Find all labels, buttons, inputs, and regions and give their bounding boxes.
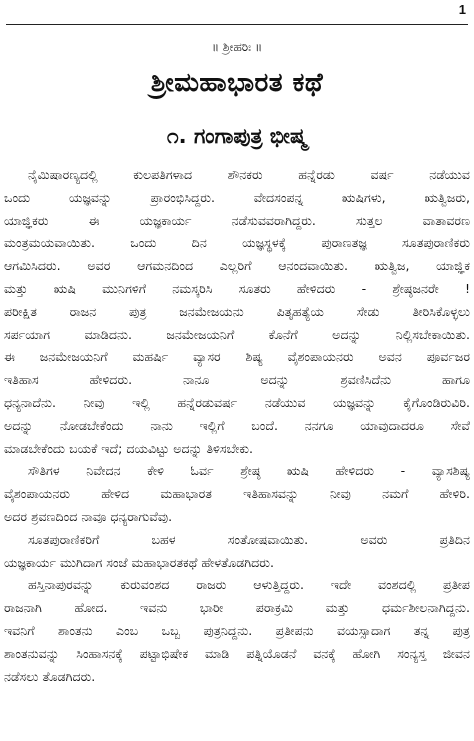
text-line: ಮಾಡಬೇಕೆಂದು ಬಯಕೆ ಇದೆ; ದಯವಿಟ್ಟು ಅದನ್ನು ತಿಳಿಸಬೇಕು.: [4, 440, 253, 456]
text-line: ನೈಮಿಷಾರಣ್ಯದಲ್ಲಿ ಕುಲಪತಿಗಳಾದ ಶೌನಕರು ಹನ್ನೆರಡು ವರ್ಷ ನಡೆಯುವ: [28, 167, 470, 182]
text-line: ಶಾಂತನುವನ್ನು ಸಿಂಹಾಸನಕ್ಕೆ ಪಟ್ಟಾಭಿಷೇಕ ಮಾಡಿ ಪತ್ನಿಯೊಡನೆ ವನಕ್ಕೆ ಹೋಗಿ ಸಂನ್ಯಸ್ತ ಜೀವನ: [4, 645, 470, 661]
text-line: ಹಸ್ತಿನಾಪುರವನ್ನು ಕುರುವಂಶದ ರಾಜರು ಆಳುತ್ತಿದ್ದರು. ಇದೇ ವಂಶದಲ್ಲಿ ಪ್ರತೀಪ: [28, 577, 470, 593]
text-line: ಇತಿಹಾಸ ಹೇಳಿದರು. ನಾನೂ ಅದನ್ನು ಶ್ರವಣಿಸಿದೆನು ಹಾಗೂ: [4, 372, 470, 388]
text-line: ಸೂತಪುರಾಣಿಕರಿಗೆ ಬಹಳ ಸಂತೋಷವಾಯಿತು. ಅವರು ಪ್ರತಿದಿನ: [28, 531, 470, 547]
text-line: ಈ ಜನಮೇಜಯನಿಗೆ ಮಹರ್ಷಿ ವ್ಯಾಸರ ಶಿಷ್ಯ ವೈಶಂಪಾಯನರು ಅವನ ಪೂರ್ವಜರ: [4, 349, 470, 365]
text-line: ಅದರ ಶ್ರವಣದಿಂದ ನಾವೂ ಧನ್ಯರಾಗುವೆವು.: [4, 508, 173, 524]
book-title: ಶ್ರೀಮಹಾಭಾರತ ಕಥೆ: [150, 68, 324, 98]
text-line: ಸರ್ಪಯಾಗ ಮಾಡಿದನು. ಜನಮೇಜಯನಿಗೆ ಕೊನೆಗೆ ಅದನ್ನು ನಿಲ್ಲಿಸಬೇಕಾಯಿತು.: [4, 326, 470, 342]
text-line: ಮತ್ತು ಋಷಿ ಮುನಿಗಳಿಗೆ ನಮಸ್ಕರಿಸಿ ಸೂತರು ಹೇಳಿದರು - ಶ್ರೇಷ್ಠಜನರೇ !: [4, 280, 470, 296]
text-line: ಆಗಮಿಸಿದರು. ಅವರ ಆಗಮನದಿಂದ ಎಲ್ಲರಿಗೆ ಆನಂದವಾಯಿತು. ಋತ್ವಿಜ, ಯಾಜ್ಞಿಕ: [4, 258, 470, 274]
text-line: ಧನ್ಯನಾದೆನು. ನೀವು ಇಲ್ಲಿ ಹನ್ನೆರಡುವರ್ಷ ನಡೆಯುವ ಯಜ್ಞವನ್ನು ಕೈಗೊಂಡಿರುವಿರಿ.: [4, 394, 470, 410]
invocation: ॥ ಶ್ರೀಹರಿಃ ॥: [211, 40, 263, 54]
page-number: 1: [458, 2, 466, 17]
text-line: ಸೌತಿಗಳ ನಿವೇದನ ಕೇಳಿ ಓರ್ವ ಶ್ರೇಷ್ಠ ಋಷಿ ಹೇಳಿದರು - ವ್ಯಾಸಶಿಷ್ಯ: [28, 463, 470, 479]
text-line: ರಾಜನಾಗಿ ಹೋದ. ಇವನು ಭಾರೀ ಪರಾಕ್ರಮಿ ಮತ್ತು ಧರ್ಮಶೀಲನಾಗಿದ್ದನು.: [4, 600, 470, 616]
text-line: ಒಂದು ಯಜ್ಞವನ್ನು ಪ್ರಾರಂಭಿಸಿದ್ದರು. ವೇದಸಂಪನ್ನ ಋಷಿಗಳು, ಋತ್ವಿಜರು,: [4, 189, 470, 205]
text-line: ಯಜ್ಞಕಾರ್ಯ ಮುಗಿದಾಗ ಸಂಜೆ ಮಹಾಭಾರತಕಥೆ ಹೇಳತೊಡಗಿದರು.: [4, 554, 274, 570]
text-line: ಮಂತ್ರಮಯವಾಯಿತು. ಒಂದು ದಿನ ಯಜ್ಞಸ್ಥಳಕ್ಕೆ ಪುರಾಣತಜ್ಞ ಸೂತಪುರಾಣಿಕರು: [4, 235, 470, 251]
text-line: ವೈಶಂಪಾಯನರು ಹೇಳಿದ ಮಹಾಭಾರತ ಇತಿಹಾಸವನ್ನು ನೀವು ನಮಗೆ ಹೇಳಿರಿ.: [4, 486, 470, 502]
header-rule: [6, 24, 468, 25]
text-line: ನಡೆಸಲು ತೊಡಗಿದರು.: [4, 668, 96, 684]
text-line: ಪರೀಕ್ಷಿತ ರಾಜನ ಪುತ್ರ ಜನಮೇಜಯನು ಪಿತೃಹತ್ಯೆಯ ಸೇಡು ತೀರಿಸಿಕೊಳ್ಳಲು: [4, 303, 470, 319]
text-line: ಯಾಜ್ಞಿಕರು ಈ ಯಜ್ಞಕಾರ್ಯ ನಡೆಸುವವರಾಗಿದ್ದರು. ಸುತ್ತಲ ವಾತಾವರಣ: [4, 212, 470, 228]
chapter-title: ೧. ಗಂಗಾಪುತ್ರ ಭೀಷ್ಮ: [166, 124, 308, 148]
text-line: ಇವನಿಗೆ ಶಾಂತನು ಎಂಬ ಒಬ್ಬ ಪುತ್ರನಿದ್ದನು. ಪ್ರತೀಪನು ವಯಸ್ಸಾದಾಗ ತನ್ನ ಪುತ್ರ: [4, 622, 470, 638]
text-line: ಅದನ್ನು ನೋಡಬೇಕೆಂದು ನಾನು ಇಲ್ಲಿಗೆ ಬಂದೆ. ನನಗೂ ಯಾವುದಾದರೂ ಸೇವೆ: [4, 417, 470, 433]
body-text: [4, 164, 470, 688]
